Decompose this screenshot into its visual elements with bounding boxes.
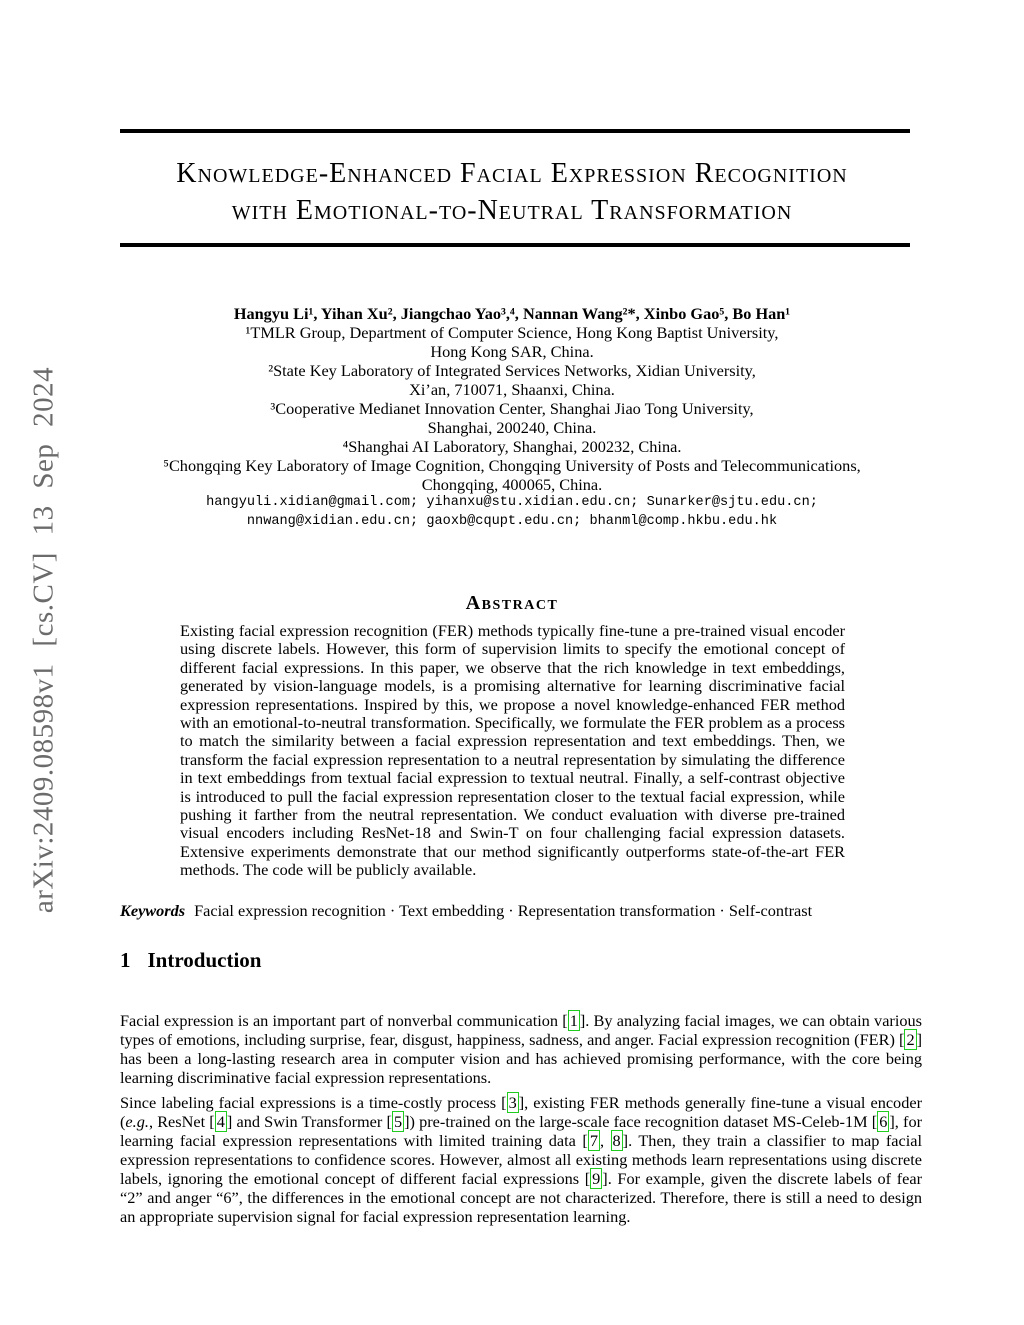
paragraph-text: ], for learning facial expression representations with limited training data [	[120, 1112, 923, 1151]
intro-paragraph-2	[120, 1093, 922, 1226]
title-rule-bottom	[120, 243, 910, 247]
email-line: hangyuli.xidian@gmail.com; yihanxu@stu.xidian.edu.cn; Sunarker@sjtu.edu.cn;	[206, 495, 818, 510]
title-rule-top	[120, 129, 910, 133]
paragraph-text: ]. By analyzing facial images, we can obtain various types of emotions, including surprise, fear, disgust, happiness, sadness, and anger. Facial expression recognition (FER) [	[120, 1011, 922, 1050]
affiliation-line: ³Cooperative Medianet Innovation Center, Shanghai Jiao Tong University,	[270, 399, 754, 418]
affiliation-line: Shanghai, 200240, China.	[427, 418, 597, 437]
paragraph-text: , ResNet [	[148, 1112, 215, 1132]
citation-link-3[interactable]: 3	[508, 1093, 517, 1113]
paragraph-text: ], existing FER methods generally fine-tune a visual encoder (	[120, 1093, 922, 1132]
paragraph-text: Facial expression is an important part of nonverbal communication [	[120, 1011, 568, 1031]
affiliation-line: ⁴Shanghai AI Laboratory, Shanghai, 200232, China.	[342, 437, 682, 456]
affiliation-line: ⁵Chongqing Key Laboratory of Image Cognition, Chongqing University of Posts and Telecommunications,	[163, 456, 861, 475]
citation-link-2[interactable]: 2	[906, 1030, 915, 1050]
section-heading-introduction	[120, 948, 261, 973]
paragraph-text: ]. Then, they train a classifier to map facial expression representations to confidence scores. However, almost all existing methods learn representations using discrete labels, ignoring the emotional concept of different facial expressions [	[120, 1131, 922, 1189]
citation-link-6[interactable]: 6	[879, 1112, 888, 1132]
section-number: 1	[120, 948, 131, 972]
affiliation-line: Xi’an, 710071, Shaanxi, China.	[409, 380, 615, 399]
authors-block	[102, 304, 922, 531]
abstract-heading: Abstract	[465, 592, 559, 614]
affiliation-line: Chongqing, 400065, China.	[421, 475, 603, 494]
paper-title-line1: Knowledge-Enhanced Facial Expression Recognition	[176, 158, 848, 189]
paragraph-text-italic: e.g.	[125, 1112, 149, 1132]
paragraph-text: ]) pre-trained on the large-scale face recognition dataset MS-Celeb-1M [	[404, 1112, 878, 1132]
intro-paragraph-1	[120, 1011, 922, 1087]
paper-title	[112, 155, 912, 229]
citation-link-8[interactable]: 8	[612, 1131, 621, 1151]
section-title: Introduction	[147, 948, 262, 972]
citation-link-5[interactable]: 5	[393, 1112, 403, 1132]
paragraph-text: ] has been a long-lasting research area in computer vision and has achieved promising performance, with the core being learning discriminative facial expression representations.	[120, 1030, 922, 1088]
abstract-body: Existing facial expression recognition (FER) methods typically fine-tune a pre-trained visual encoder using discrete labels. However, this form of supervision limits to specify the emotional concept of different facial expressions. In this paper, we observe that the rich knowledge in text embeddings, generated by vision-language models, is a promising alternative for learning discriminative facial expression representations. Inspired by this, we propose a novel knowledge-enhanced FER method with an emotional-to-neutral transformation. Specifically, we formulate the FER problem as a process to match the similarity between a facial expression representation and text embeddings. Then, we transform the facial expression representation to a neutral representation by simulating the difference in text embeddings from textual facial expression to textual neutral. Finally, a self-contrast objective is introduced to pull the facial expression representation closer to the textual facial expression, while pushing it farther from the neutral representation. We conduct evaluation with diverse pre-trained visual encoders including ResNet-18 and Swin-T on four challenging facial expression datasets. Extensive experiments demonstrate that our method significantly outperforms state-of-the-art FER methods. The code will be publicly available.	[180, 621, 845, 880]
arxiv-watermark: arXiv:2409.08598v1 [cs.CV] 13 Sep 2024	[27, 366, 60, 914]
affiliation-line: Hong Kong SAR, China.	[430, 342, 594, 361]
keywords-text: Facial expression recognition · Text embedding · Representation transformation · Self-contrast	[194, 901, 813, 920]
author-line: Hangyu Li¹, Yihan Xu², Jiangchao Yao³,⁴, Nannan Wang²*, Xinbo Gao⁵, Bo Han¹	[233, 304, 791, 323]
paragraph-text: ] and Swin Transformer [	[226, 1112, 392, 1132]
paragraph-text: Since labeling facial expressions is a time-costly process [	[120, 1093, 507, 1113]
email-line: nnwang@xidian.edu.cn; gaoxb@cqupt.edu.cn; bhanml@comp.hkbu.edu.hk	[246, 513, 778, 529]
paragraph-text: ]. For example, given the discrete labels of fear “2” and anger “6”, the differences in the emotional concept are not characterized. Therefore, there is still a need to design an appropriate supervision signal for facial expression representation learning.	[120, 1169, 922, 1227]
paragraph-text: ,	[599, 1131, 611, 1151]
citation-link-4[interactable]: 4	[216, 1112, 225, 1132]
keywords-line	[120, 901, 922, 920]
affiliation-line: ²State Key Laboratory of Integrated Services Networks, Xidian University,	[268, 361, 756, 380]
paper-title-line2: with Emotional-to-Neutral Transformation	[231, 195, 793, 226]
citation-link-7[interactable]: 7	[589, 1131, 598, 1151]
citation-link-9[interactable]: 9	[592, 1169, 601, 1189]
affiliation-line: ¹TMLR Group, Department of Computer Science, Hong Kong Baptist University,	[245, 323, 779, 342]
keywords-label: Keywords	[120, 901, 186, 920]
citation-link-1[interactable]: 1	[569, 1011, 578, 1031]
